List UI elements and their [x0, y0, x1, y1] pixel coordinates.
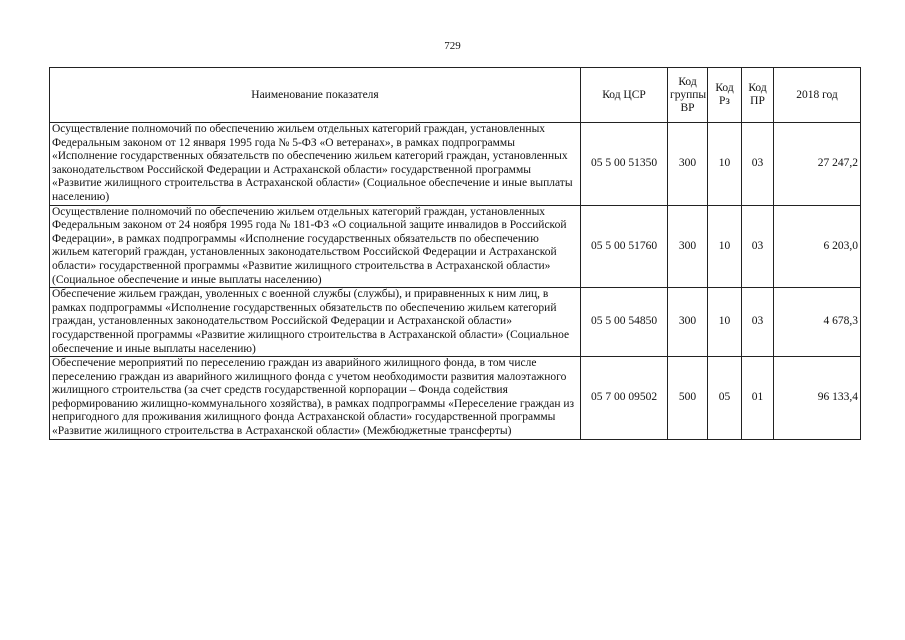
row-csr-code: 05 5 00 54850 [581, 288, 668, 357]
row-pr-code: 03 [742, 288, 774, 357]
row-amount: 6 203,0 [774, 205, 861, 288]
row-amount: 4 678,3 [774, 288, 861, 357]
header-year: 2018 год [774, 68, 861, 123]
row-pr-code: 03 [742, 205, 774, 288]
row-vr-code: 500 [668, 357, 708, 440]
table-row [50, 123, 861, 206]
row-name: Обеспечение жильем граждан, уволенных с военной службы (службы), и приравненных к ним лиц, в рамках подпрограммы «Исполнение государственных обязательств по обеспечению жильем категорий граждан, установленных законодательством Российской Федерации и Астраханской области» государственной программы «Развитие жилищного строительства в Астраханской области» (Социальное обеспечение и иные выплаты населению) [50, 288, 581, 357]
row-csr-code: 05 5 00 51350 [581, 123, 668, 206]
row-amount: 27 247,2 [774, 123, 861, 206]
row-csr-code: 05 7 00 09502 [581, 357, 668, 440]
header-csr: Код ЦСР [581, 68, 668, 123]
table-row [50, 205, 861, 288]
header-vr: Код группы ВР [668, 68, 708, 123]
table-header-row [50, 68, 861, 123]
row-rz-code: 10 [708, 123, 742, 206]
table-row [50, 288, 861, 357]
header-rz: Код Рз [708, 68, 742, 123]
row-vr-code: 300 [668, 288, 708, 357]
row-pr-code: 03 [742, 123, 774, 206]
row-name: Осуществление полномочий по обеспечению жильем отдельных категорий граждан, установленных Федеральным законом от 24 ноября 1995 года № 181-ФЗ «О социальной защите инвалидов в Российской Федерации», в рамках подпрограммы «Исполнение государственных обязательств по обеспечению жильем категорий граждан, установленных законодательством Российской Федерации и Астраханской области» государственной программы «Развитие жилищного строительства в Астраханской области» (Социальное обеспечение и иные выплаты населению) [50, 205, 581, 288]
table-row [50, 357, 861, 440]
budget-table [49, 67, 861, 440]
row-csr-code: 05 5 00 51760 [581, 205, 668, 288]
row-amount: 96 133,4 [774, 357, 861, 440]
row-rz-code: 10 [708, 205, 742, 288]
page-number: 729 [444, 40, 461, 52]
row-vr-code: 300 [668, 123, 708, 206]
row-rz-code: 05 [708, 357, 742, 440]
row-vr-code: 300 [668, 205, 708, 288]
row-pr-code: 01 [742, 357, 774, 440]
header-pr: Код ПР [742, 68, 774, 123]
row-rz-code: 10 [708, 288, 742, 357]
header-name: Наименование показателя [50, 68, 581, 123]
row-name: Осуществление полномочий по обеспечению жильем отдельных категорий граждан, установленных Федеральным законом от 12 января 1995 года № 5-ФЗ «О ветеранах», в рамках подпрограммы «Исполнение государственных обязательств по обеспечению жильем категорий граждан, установленных законодательством Российской Федерации и Астраханской области» государственной программы «Развитие жилищного строительства в Астраханской области» (Социальное обеспечение и иные выплаты населению) [50, 123, 581, 206]
row-name: Обеспечение мероприятий по переселению граждан из аварийного жилищного фонда, в том числе переселению граждан из аварийного жилищного фонда с учетом необходимости развития малоэтажного жилищного строительства (за счет средств государственной корпорации – Фонда содействия реформированию жилищно-коммунального хозяйства), в рамках подпрограммы «Переселение граждан из непригодного для проживания жилищного фонда Астраханской области» государственной программы «Развитие жилищного строительства в Астраханской области» (Межбюджетные трансферты) [50, 357, 581, 440]
